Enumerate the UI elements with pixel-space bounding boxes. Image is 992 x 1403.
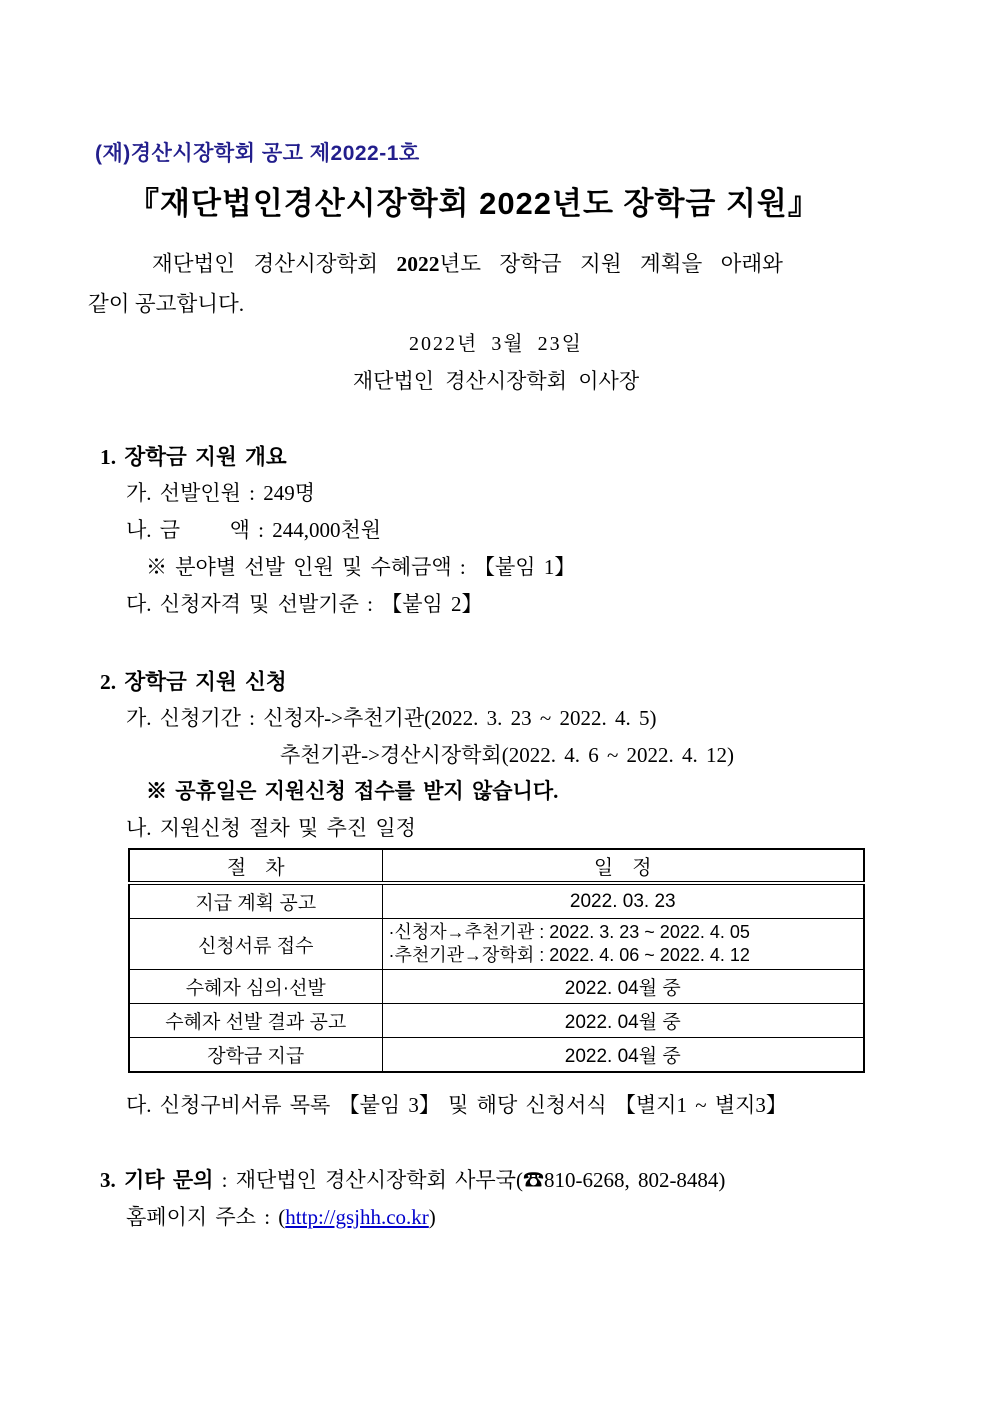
homepage-link[interactable]: http://gsjhh.co.kr [285,1205,429,1229]
intro-year-bold: 2022 [396,252,440,276]
schedule-cell: 2022. 04월 중 [382,1004,864,1038]
column-header-procedure: 절 차 [129,849,382,883]
section1-item-ga: 가. 선발인원 : 249명 [126,481,316,505]
announcement-date: 2022년 3월 23일 [409,333,583,355]
procedure-cell: 수혜자 심의·선발 [129,970,382,1004]
section2-heading: 2. 장학금 지원 신청 [100,670,287,694]
schedule-cell: 2022. 04월 중 [382,1038,864,1073]
section2-item-ga-line1: 가. 신청기간 : 신청자->추천기관(2022. 3. 23 ~ 2022. 4. 5) [126,706,657,730]
table-row [129,1038,864,1073]
table-row [129,970,864,1004]
section1-item-da: 다. 신청자격 및 선발기준 : 【붙임 2】 [126,592,483,616]
section2-holiday-note: ※ 공휴일은 지원신청 접수를 받지 않습니다. [146,779,559,803]
table-header-row [129,849,864,883]
section3-contact-detail: : 재단법인 경산시장학회 사무국(☎810-6268, 802-8484) [213,1168,726,1192]
section2-item-da: 다. 신청구비서류 목록 【붙임 3】 및 해당 신청서식 【별지1 ~ 별지3】 [126,1093,787,1117]
homepage-label: 홈페이지 주소 : ( [126,1205,286,1229]
column-header-schedule: 일 정 [382,849,864,883]
procedure-cell: 수혜자 선발 결과 공고 [129,1004,382,1038]
procedure-cell: 신청서류 접수 [129,919,382,970]
homepage-label-close: ) [428,1205,436,1229]
intro-text-cont: 년도 장학금 지원 계획을 아래와 [439,252,783,276]
section3-homepage-line [126,1201,436,1231]
intro-paragraph-line2: 같이 공고합니다. [88,292,245,316]
notice-number: (재)경산시장학회 공고 제2022-1호 [95,142,420,165]
issuer-line: 재단법인 경산시장학회 이사장 [352,369,640,393]
intro-text: 재단법인 경산시장학회 [152,252,397,276]
schedule-cell [382,919,864,970]
section1-heading: 1. 장학금 지원 개요 [100,445,287,469]
section2-item-na: 나. 지원신청 절차 및 추진 일정 [126,816,416,840]
table-row [129,1004,864,1038]
schedule-table [128,848,865,1073]
table-row [129,883,864,919]
document-title: 『재단법인경산시장학회 2022년도 장학금 지원』 [128,186,820,221]
section1-item-na: 나. 금 액 : 244,000천원 [126,518,382,542]
section1-note: ※ 분야별 선발 인원 및 수혜금액 : 【붙임 1】 [146,555,576,579]
procedure-cell: 지급 계획 공고 [129,883,382,919]
procedure-cell: 장학금 지급 [129,1038,382,1073]
section3-contact-line [100,1164,725,1194]
section2-item-ga-line2: 추천기관->경산시장학회(2022. 4. 6 ~ 2022. 4. 12) [280,743,735,767]
schedule-cell: 2022. 03. 23 [382,883,864,919]
section3-heading: 3. 기타 문의 [100,1168,214,1192]
intro-paragraph-line1 [152,247,783,278]
schedule-line2: ·추천기관→장학회 : 2022. 4. 06 ~ 2022. 4. 12 [388,945,750,965]
schedule-cell: 2022. 04월 중 [382,970,864,1004]
table-row [129,919,864,970]
schedule-line1: ·신청자→추천기관 : 2022. 3. 23 ~ 2022. 4. 05 [388,922,750,942]
